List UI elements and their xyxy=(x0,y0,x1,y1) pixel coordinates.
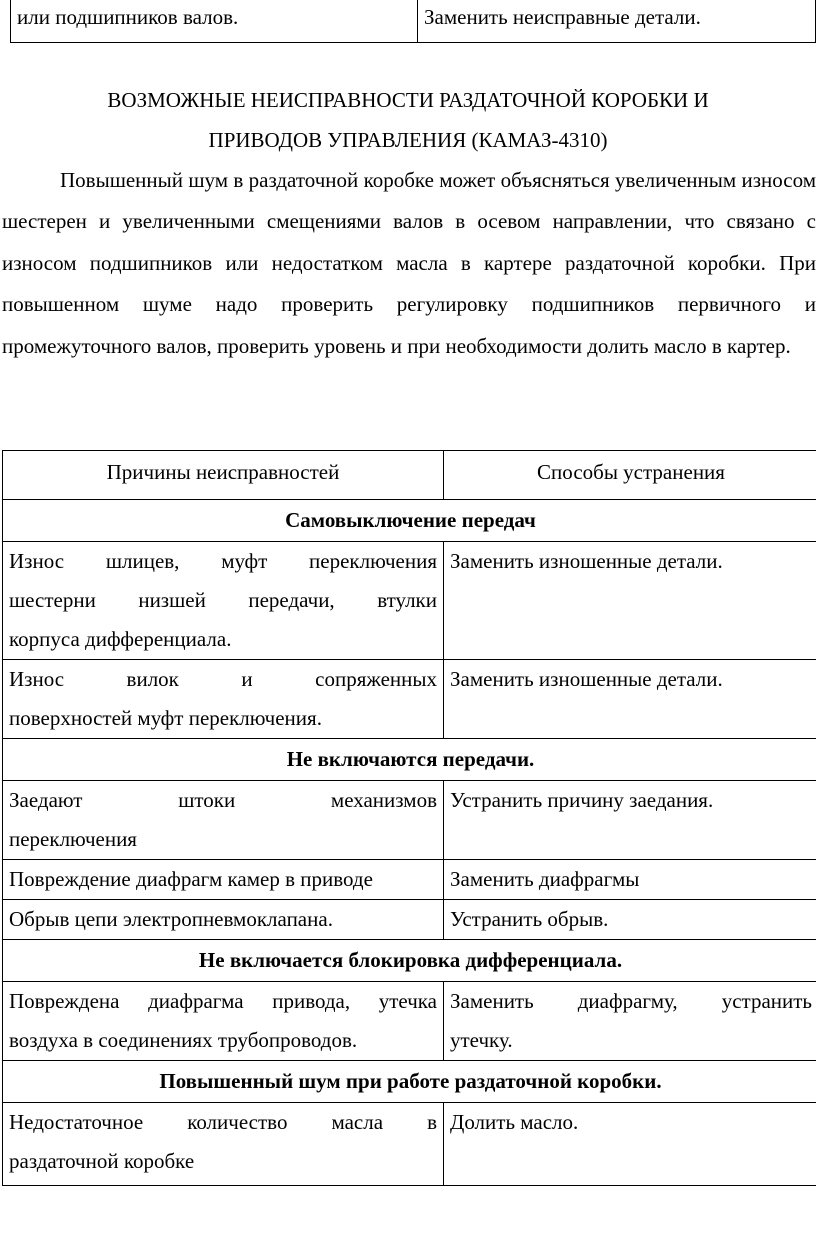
heading-line: ВОЗМОЖНЫЕ НЕИСПРАВНОСТИ РАЗДАТОЧНОЙ КОРОБКИ И xyxy=(107,88,709,112)
cause-line: раздаточной коробке xyxy=(9,1149,195,1173)
fix-cell: Заменить изношенные детали. xyxy=(444,542,816,660)
table-row xyxy=(3,781,816,860)
cause-line: шестерни низшей передачи, втулки xyxy=(9,588,437,612)
cause-line: Недостаточное количество масла в xyxy=(9,1110,437,1134)
cause-line: Износ шлицев, муфт переключения xyxy=(9,549,437,573)
header-causes: Причины неисправностей xyxy=(3,451,444,500)
cause-line: Обрыв цепи электропневмоклапана. xyxy=(9,907,333,931)
fix-cell xyxy=(444,982,816,1061)
cause-line: переключения xyxy=(9,827,137,851)
cause-cell xyxy=(3,542,444,660)
cause-cell xyxy=(3,781,444,860)
fault-table xyxy=(2,450,816,1186)
group-row xyxy=(3,739,816,781)
cause-line: корпуса дифференциала. xyxy=(9,627,232,651)
table-row xyxy=(3,1103,816,1186)
table-row xyxy=(3,860,816,900)
cause-cell xyxy=(3,982,444,1061)
fix-cell: Заменить изношенные детали. xyxy=(444,660,816,739)
body-paragraph: Повышенный шум в раздаточной коробке может объясняться увеличенным износом шестерен и увеличенными смещениями валов в осевом направлении, что связано с износом подшипников или недостатком масла в картере раздаточной коробки. При повышенном шуме надо проверить регулировку подшипников первичного и промежуточного валов, проверить уровень и при необходимости долить масло в картер. xyxy=(2,168,816,358)
group-row xyxy=(3,940,816,982)
table-row xyxy=(3,542,816,660)
top-table-fragment xyxy=(10,0,816,43)
group-row xyxy=(3,500,816,542)
fix-cell: Долить масло. xyxy=(444,1103,816,1186)
cause-cell xyxy=(3,860,444,900)
cause-line: поверхностей муфт переключения. xyxy=(9,706,322,730)
cause-line: воздуха в соединениях трубопроводов. xyxy=(9,1028,358,1052)
table-row xyxy=(3,660,816,739)
fix-cell: Заменить диафрагмы xyxy=(444,860,816,900)
group-title: Повышенный шум при работе раздаточной коробки. xyxy=(3,1061,816,1103)
header-fixes: Способы устранения xyxy=(444,451,816,500)
fix-line: Заменить диафрагму, устранить xyxy=(450,989,812,1013)
group-row xyxy=(3,1061,816,1103)
group-title: Не включается блокировка дифференциала. xyxy=(3,940,816,982)
cause-line: Повреждение диафрагм камер в приводе xyxy=(9,867,373,891)
group-title: Не включаются передачи. xyxy=(3,739,816,781)
cause-cell xyxy=(3,660,444,739)
table-row xyxy=(11,0,816,43)
cause-cell xyxy=(3,1103,444,1186)
cause-line: Заедают штоки механизмов xyxy=(9,788,437,812)
cause-line: Повреждена диафрагма привода, утечка xyxy=(9,989,437,1013)
table-row xyxy=(3,982,816,1061)
fix-line: утечку. xyxy=(450,1028,513,1052)
table-row xyxy=(3,900,816,940)
group-title: Самовыключение передач xyxy=(3,500,816,542)
cause-cell xyxy=(3,900,444,940)
cause-line: Износ вилок и сопряженных xyxy=(9,667,437,691)
table-header-row xyxy=(3,451,816,500)
fix-cell: Устранить причину заедания. xyxy=(444,781,816,860)
cause-cell: или подшипников валов. xyxy=(11,0,418,43)
section-heading xyxy=(0,80,816,160)
fix-cell: Заменить неисправные детали. xyxy=(418,0,816,43)
heading-line: ПРИВОДОВ УПРАВЛЕНИЯ (КАМАЗ-4310) xyxy=(208,128,608,152)
fix-cell: Устранить обрыв. xyxy=(444,900,816,940)
